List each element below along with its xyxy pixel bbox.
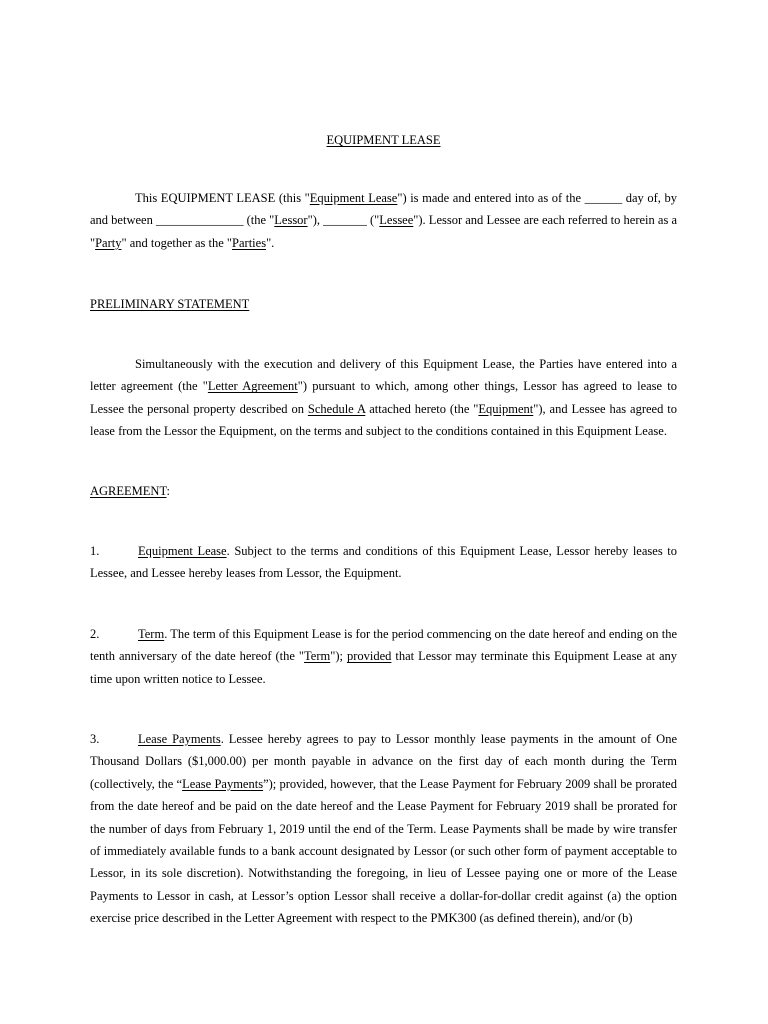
section-heading: Equipment Lease [138,544,227,558]
section-text: that Lessor may terminate this Equipment Lease at any time upon written notice to Lessee. [90,649,677,686]
section-heading: Term [138,627,165,641]
section-text: "); [330,649,347,664]
heading-text: PRELIMINARY STATEMENT [90,297,250,311]
defined-term-equipment: Equipment [478,401,534,416]
preliminary-text: "), and Lessee has agreed to lease from the Lessor the Equipment, on the terms and subject to the conditions contained in this Equipment Lease. [90,401,677,439]
intro-text: This EQUIPMENT LEASE (this " [135,191,310,205]
schedule-reference: Schedule A [307,401,366,416]
section-number: 3. [90,732,100,746]
preliminary-statement-heading [90,293,677,315]
document-title: EQUIPMENT LEASE [326,133,441,147]
section-number: 1. [90,544,100,558]
section-text: . The term of this Equipment Lease is for the period commencing on the date hereof and ending on the tenth anniversary of the date hereof (the " [90,627,677,664]
defined-term-lessor: Lessor [274,213,308,228]
intro-text: ") is made and entered into as of the ______ day of, by and between ______________ (the " [90,191,677,228]
section-text: ”); provided, however, that the Lease Payment for February 2009 shall be prorated from the date hereof and be paid on the date hereof and the Lease Payment for February 2019 shall be prorated for the number of days from February 1, 2019 until the end of the Term. Lease Payments shall be made by wire transfer of immediately available funds to a bank account designated by Lessor (or such other form of payment acceptable to Lessor, in its sole discretion). Notwithstanding the foregoing, in lieu of Lessee paying one or more of the Lease Payments to Lessor in cash, at Lessor’s option Lessor shall receive a dollar-for-dollar credit against (a) the option exercise price described in the Letter Agreement with respect to the PMK300 (as defined therein), and/or (b) [90,776,677,926]
preliminary-paragraph [90,353,677,443]
section-text: . Lessee hereby agrees to pay to Lessor monthly lease payments in the amount of One Thousand Dollars ($1,000.00) per month payable in advance on the first day of each month during the Term (collectively, the “ [90,732,677,791]
intro-text: " and together as the " [121,235,233,250]
section-text: . Subject to the terms and conditions of this Equipment Lease, Lessor hereby leases to Lessee, and Lessee hereby leases from Lessor, the Equipment. [90,544,678,581]
preliminary-text: ") pursuant to which, among other things, Lessor has agreed to lease to Lessee the personal property described on [90,379,678,416]
intro-text: "). Lessor and Lessee are each referred to herein as a " [90,213,677,250]
defined-term-term: Term [304,649,331,664]
heading-colon: : [166,484,170,498]
agreement-heading [90,480,677,502]
proviso-term: provided [346,649,392,664]
heading-text: AGREEMENT [90,484,167,498]
section-3-paragraph [90,728,677,930]
section-1-paragraph [90,540,677,585]
section-number: 2. [90,627,100,641]
defined-term-letter-agreement: Letter Agreement [207,379,298,394]
section-heading: Lease Payments [138,732,221,746]
defined-term-party: Party [95,235,122,250]
preliminary-text: Simultaneously with the execution and delivery of this Equipment Lease, the Parties have entered into a letter agreement (the " [90,357,677,394]
defined-term-equipment-lease: Equipment Lease [309,191,398,205]
defined-term-lessee: Lessee [379,213,414,228]
section-2-paragraph [90,623,677,690]
intro-text: "), _______ (" [307,213,380,228]
defined-term-parties: Parties [232,235,267,250]
intro-paragraph [90,187,677,254]
defined-term-lease-payments: Lease Payments [182,776,264,791]
intro-text: ". [266,235,275,250]
preliminary-text: attached hereto (the " [365,401,479,416]
